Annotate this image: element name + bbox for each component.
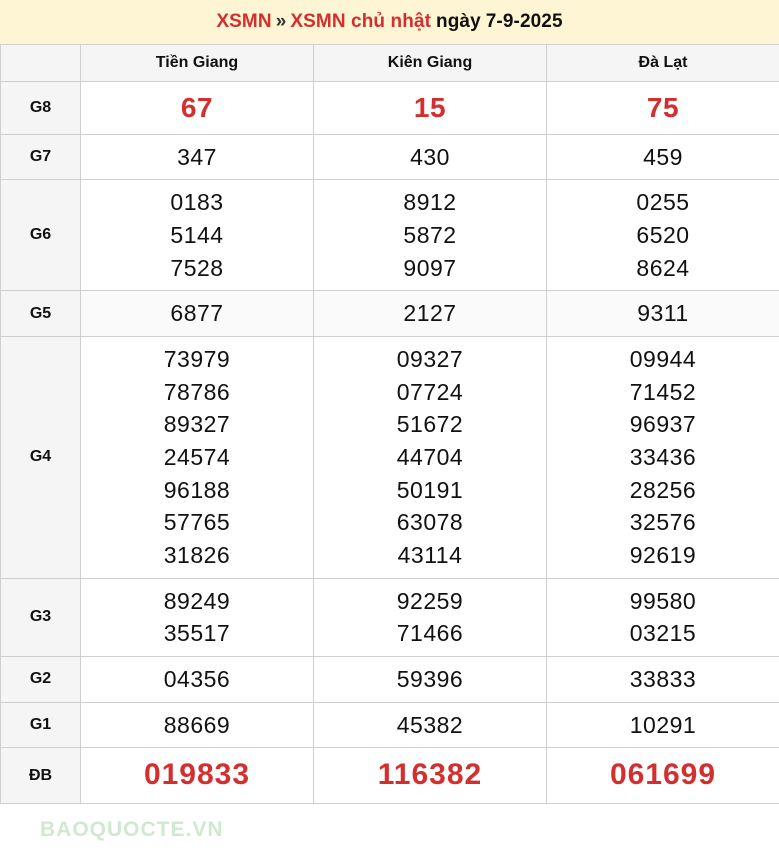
prize-numbers-cell (81, 291, 314, 337)
table-row (1, 578, 779, 656)
prize-number: 7528 (170, 254, 224, 281)
prize-numbers-cell (81, 578, 314, 656)
prize-numbers-cell (547, 656, 779, 702)
prize-number: 73979 (163, 346, 231, 373)
prize-number: 061699 (609, 758, 717, 792)
header-date: 7-9-2025 (485, 11, 563, 32)
prize-label: G1 (1, 702, 81, 748)
table-header-row (1, 45, 779, 82)
prize-number: 96188 (163, 476, 231, 503)
province-header-0: Tiền Giang (81, 45, 314, 82)
prize-number: 31826 (163, 541, 231, 568)
prize-numbers-cell (314, 656, 547, 702)
prize-numbers-cell (314, 337, 547, 579)
lottery-results-table (0, 44, 779, 804)
prize-numbers-cell (547, 82, 779, 135)
prize-label: ĐB (1, 748, 81, 804)
prize-number: 9311 (637, 300, 689, 327)
prize-number: 96937 (629, 411, 697, 438)
table-row (1, 656, 779, 702)
prize-number: 019833 (143, 758, 251, 792)
prize-numbers-cell (81, 134, 314, 180)
prize-number: 347 (177, 143, 217, 170)
prize-number: 116382 (377, 758, 483, 792)
prize-number: 44704 (396, 444, 464, 470)
prize-number: 89249 (163, 587, 231, 614)
table-row (1, 134, 779, 180)
prize-number: 45382 (396, 711, 464, 738)
prize-number: 07724 (396, 378, 464, 405)
prize-label: G5 (1, 291, 81, 337)
prize-number: 92619 (629, 541, 697, 568)
prize-number: 89327 (163, 411, 231, 438)
page-header (0, 0, 779, 44)
prize-number: 43114 (397, 541, 463, 568)
prize-numbers-cell (81, 702, 314, 748)
prize-number: 09327 (396, 346, 464, 373)
table-body (1, 82, 779, 804)
watermark: BAOQUOCTE.VN (40, 818, 224, 841)
prize-number: 9097 (403, 254, 457, 281)
prize-numbers-cell (314, 134, 547, 180)
prize-numbers-cell (547, 291, 779, 337)
prize-number: 33436 (629, 444, 697, 470)
prize-number: 92259 (396, 587, 464, 614)
prize-label: G7 (1, 134, 81, 180)
prize-numbers-cell (314, 82, 547, 135)
prize-numbers-cell (81, 337, 314, 579)
prize-number: 15 (413, 92, 447, 123)
prize-number: 10291 (629, 711, 697, 738)
corner-cell (1, 45, 81, 82)
prize-number: 57765 (163, 509, 231, 536)
prize-numbers-cell (547, 578, 779, 656)
prize-numbers-cell (547, 748, 779, 804)
prize-number: 09944 (629, 346, 697, 373)
prize-numbers-cell (81, 180, 314, 291)
prize-numbers-cell (314, 291, 547, 337)
prize-number: 430 (410, 143, 450, 170)
prize-number: 59396 (396, 665, 464, 692)
prize-number: 5144 (170, 222, 224, 249)
header-date-prefix: ngày (436, 11, 481, 32)
prize-number: 71466 (396, 620, 464, 647)
prize-number: 35517 (163, 620, 231, 647)
prize-numbers-cell (81, 82, 314, 135)
prize-numbers-cell (314, 180, 547, 291)
province-header-2: Đà Lạt (547, 45, 779, 82)
header-separator: » (275, 11, 287, 32)
prize-label: G6 (1, 180, 81, 291)
prize-number: 24574 (163, 444, 231, 470)
prize-number: 28256 (629, 476, 697, 503)
table-row (1, 748, 779, 804)
prize-number: 32576 (629, 509, 697, 536)
prize-numbers-cell (547, 702, 779, 748)
prize-numbers-cell (547, 337, 779, 579)
prize-number: 75 (646, 92, 680, 123)
prize-number: 2127 (403, 300, 457, 327)
table-row (1, 82, 779, 135)
prize-number: 71452 (629, 378, 697, 405)
table-row (1, 180, 779, 291)
prize-number: 78786 (163, 378, 231, 405)
prize-label: G8 (1, 82, 81, 135)
prize-number: 63078 (396, 509, 464, 536)
prize-number: 6877 (170, 300, 224, 327)
prize-number: 5872 (403, 222, 457, 249)
prize-number: 0183 (170, 189, 224, 216)
prize-number: 51672 (396, 411, 464, 438)
province-header-1: Kiên Giang (314, 45, 547, 82)
header-region-day-link[interactable]: XSMN chủ nhật (290, 11, 431, 32)
table-row (1, 337, 779, 579)
prize-label: G3 (1, 578, 81, 656)
prize-number: 8624 (636, 254, 690, 281)
prize-numbers-cell (81, 748, 314, 804)
prize-number: 67 (180, 92, 214, 123)
prize-number: 8912 (403, 189, 457, 216)
prize-numbers-cell (314, 748, 547, 804)
prize-numbers-cell (314, 578, 547, 656)
prize-numbers-cell (547, 134, 779, 180)
table-row (1, 702, 779, 748)
prize-numbers-cell (81, 656, 314, 702)
prize-numbers-cell (547, 180, 779, 291)
prize-number: 0255 (636, 189, 690, 216)
prize-numbers-cell (314, 702, 547, 748)
prize-label: G4 (1, 337, 81, 579)
prize-number: 03215 (629, 620, 697, 647)
prize-number: 50191 (396, 476, 464, 503)
prize-label: G2 (1, 656, 81, 702)
prize-number: 04356 (163, 665, 231, 692)
prize-number: 99580 (629, 587, 697, 614)
prize-number: 459 (643, 143, 683, 170)
prize-number: 88669 (163, 711, 231, 738)
prize-number: 6520 (636, 222, 690, 249)
prize-number: 33833 (629, 665, 697, 692)
header-site-link[interactable]: XSMN (216, 11, 272, 32)
table-row (1, 291, 779, 337)
